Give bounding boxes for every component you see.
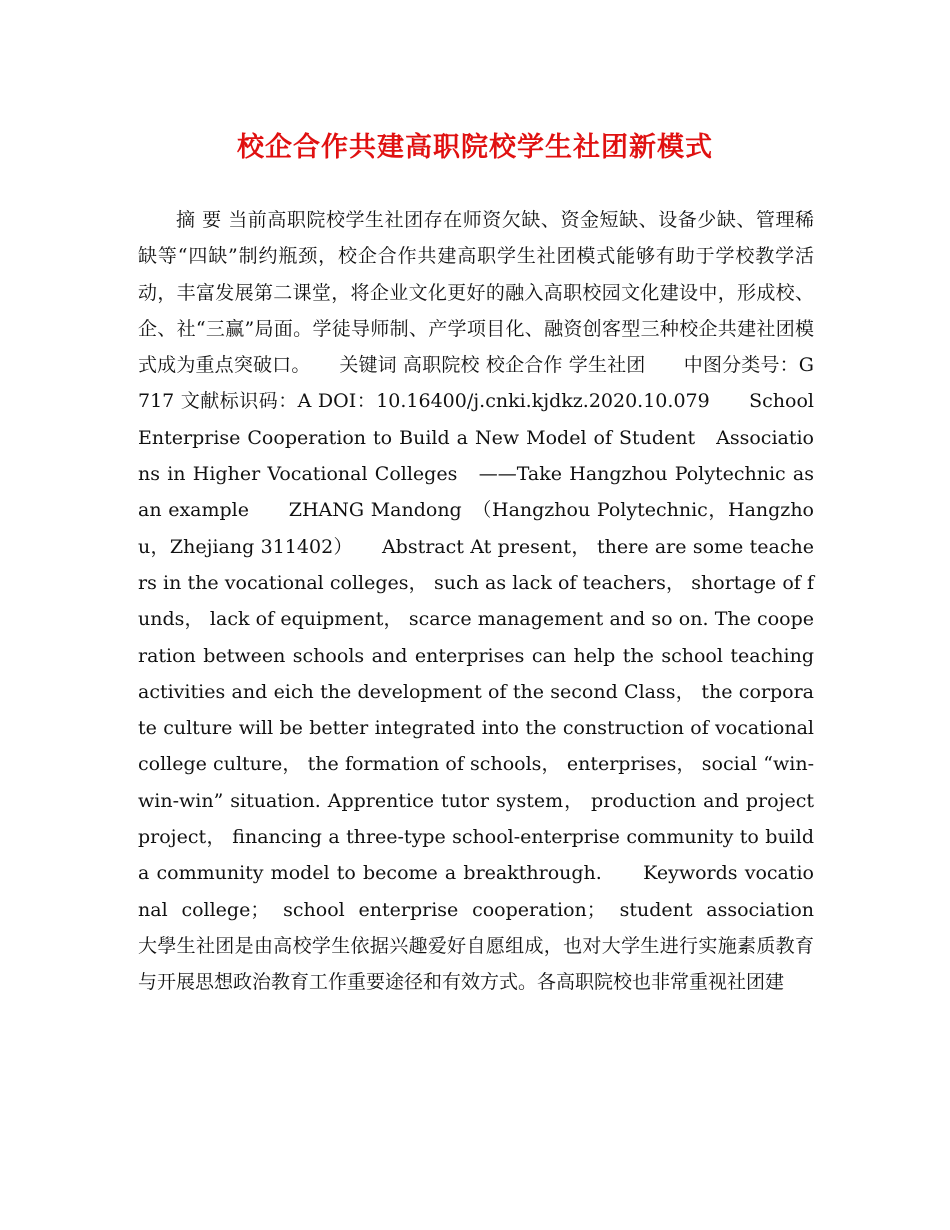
document-body: 摘 要 当前高职院校学生社团存在师资欠缺、资金短缺、设备少缺、管理稀缺等“四缺”制约瓶颈，校企合作共建高职学生社团模式能够有助于学校教学活动，丰富发展第二课堂，将企业文化更好的融入高职校园文化建设中，形成校、企、社“三赢”局面。学徒导师制、产学项目化、融资创客型三种校企共建社团模式成为重点突破口。 关键词 高职院校 校企合作 学生社团 中图分类号：G717 文献标识码：A DOI：10.16400/j.cnki.kjdkz.2020.10.079 School Enterprise Cooperation to Build a New Model of Student Associations in Higher Vocational Colleges ——Take Hangzhou Polytechnic as an example ZHANG Mandong （Hangzhou Polytechnic，Hangzhou，Zhejiang 311402） Abstract At present， there are some teachers in the vocational colleges， such as lack of teachers， shortage of funds， lack of equipment， scarce management and so on. The cooperation between schools and enterprises can help the school teaching activities and eich the development of the second Class， the corporate culture will be better integrated into the construction of vocational college culture， the formation of schools， enterprises， social “win-win-win” situation. Apprentice tutor system， production and project project， financing a three-type school-enterprise community to build a community model to become a breakthrough. Keywords vocational college； school enterprise cooperation； student association 大學生社团是由高校学生依据兴趣爱好自愿组成，也对大学生进行实施素质教育与开展思想政治教育工作重要途径和有效方式。各高职院校也非常重视社团建 <box>138 209 853 994</box>
document-title: 校企合作共建高职院校学生社团新模式 <box>237 132 713 163</box>
